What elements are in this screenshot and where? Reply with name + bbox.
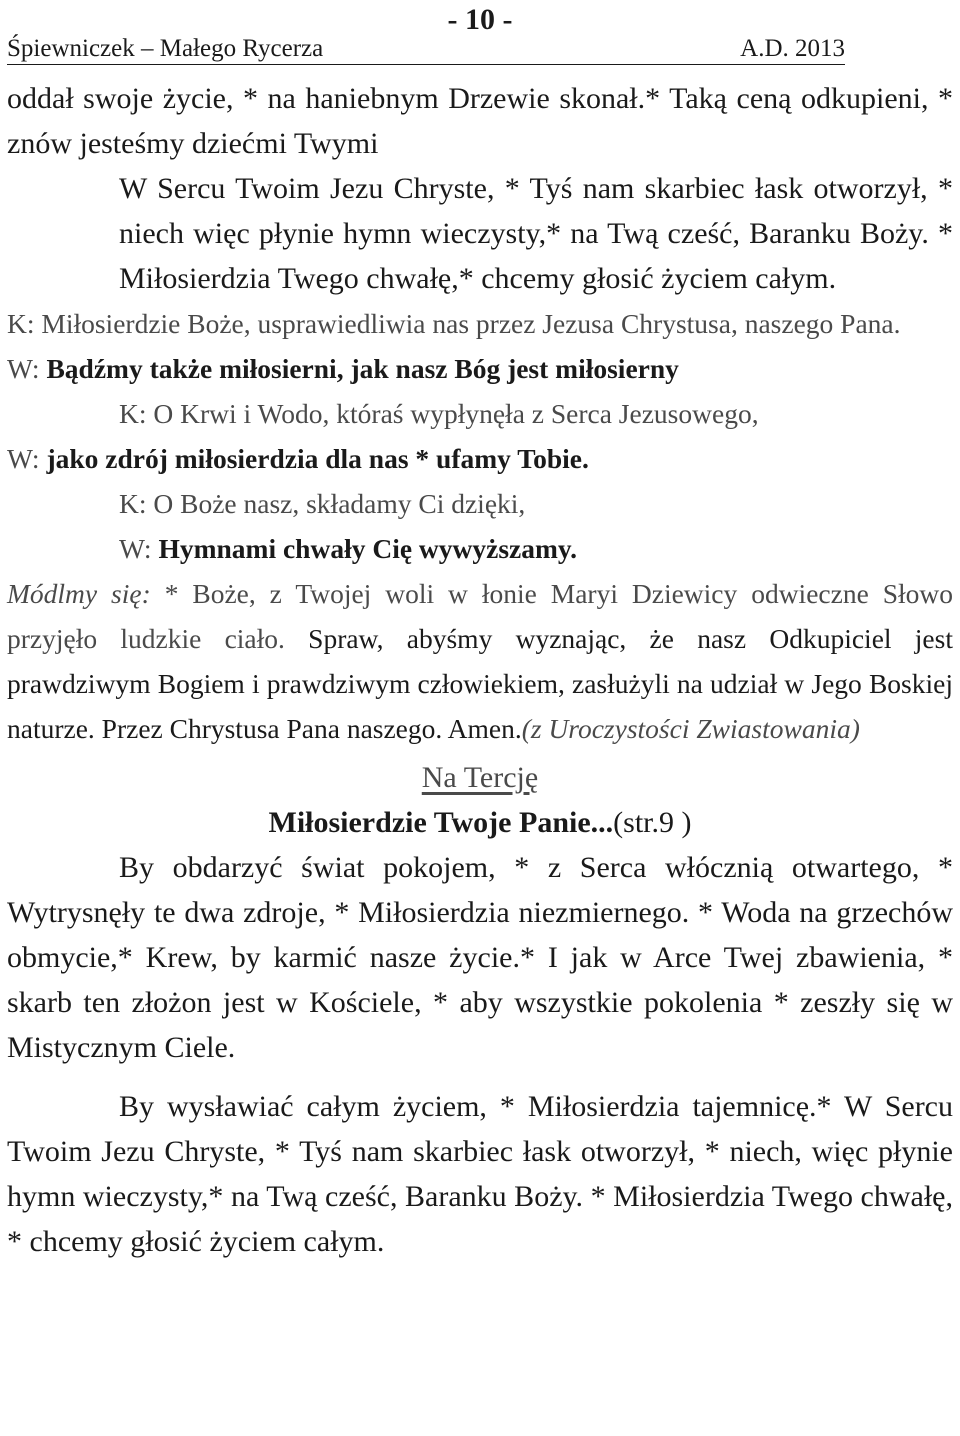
hymn-refrain-text: W Sercu Twoim Jezu Chryste, * Tyś nam skarbiec łask otworzył, * niech więc płynie hymn wieczysty,* na Twą cześć, Baranku Boży. * Miłosierdzia Twego chwałę,* chcemy głosić życiem całym.: [119, 172, 953, 295]
hymn-stanza-2: By wysławiać całym życiem, * Miłosierdzia tajemnicę.* W Sercu Twoim Jezu Chryste, * Tyś nam skarbiec łask otworzył, * niech, więc płynie hymn wieczysty,* na Twą cześć, Baranku Boży. * Miłosierdzia Twego chwałę, * chcemy głosić życiem całym.: [7, 1090, 953, 1258]
hymn-page-ref: (str.9 ): [613, 806, 692, 839]
paragraph-continuation: oddał swoje życie, * na haniebnym Drzewie skonał.* Taką ceną odkupieni, * znów jesteśmy dziećmi Twymi: [7, 82, 953, 160]
page-number: - 10 -: [447, 3, 513, 36]
prayer: [7, 571, 953, 751]
response-w2-text: jako zdrój miłosierdzia dla nas * ufamy Tobie.: [46, 443, 589, 474]
response-w1: [7, 346, 953, 391]
response-k2: K: O Krwi i Wodo, któraś wypłynęła z Serca Jezusowego,: [119, 398, 759, 429]
hymn-heading: [7, 800, 953, 845]
response-w2-prefix: W:: [7, 443, 40, 474]
response-w3: [7, 526, 953, 571]
header-title: Śpiewniczek – Małego Rycerza: [7, 35, 324, 62]
prayer-label: Módlmy się:: [7, 578, 151, 609]
header-date: A.D. 2013: [740, 35, 845, 62]
section-title: Na Tercję: [421, 761, 539, 794]
hymn-refrain: [7, 166, 953, 301]
page-content: [7, 76, 953, 1264]
response-k1: K: Miłosierdzie Boże, usprawiedliwia nas przez Jezusa Chrystusa, naszego Pana.: [7, 308, 901, 339]
prayer-source: (z Uroczystości Zwiastowania): [521, 713, 860, 744]
hymn-stanza-1: By obdarzyć świat pokojem, * z Serca włócznią otwartego, * Wytrysnęły te dwa zdroje, * Miłosierdzia niezmiernego. * Woda na grzechów obmycie,* Krew, by karmić nasze życie.* I jak w Arce Twej zbawienia, * skarb ten złożon jest w Kościele, * aby wszystkie pokolenia * zeszły się w Mistycznym Ciele.: [7, 851, 953, 1064]
response-w2: [7, 436, 953, 481]
prayer-text-1: * Boże, z Twojej woli w łonie Maryi Dziewicy odwieczne Słowo przyjęło ludzkie ciało.: [7, 578, 953, 654]
response-k3: K: O Boże nasz, składamy Ci dzięki,: [119, 488, 526, 519]
response-w3-prefix: W:: [119, 533, 152, 564]
hymn-title: Miłosierdzie Twoje Panie...: [268, 806, 614, 839]
response-w1-text: Bądźmy także miłosierni, jak nasz Bóg jest miłosierny: [46, 353, 679, 384]
running-header: [7, 34, 845, 65]
response-w3-text: Hymnami chwały Cię wywyższamy.: [158, 533, 578, 564]
prayer-text-2: Spraw, abyśmy wyznając, że nasz Odkupiciel jest prawdziwym Bogiem i prawdziwym człowiekiem, zasłużyli na udział w Jego Boskiej naturze. Przez Chrystusa Pana naszego. Amen.: [7, 623, 953, 744]
response-w1-prefix: W:: [7, 353, 40, 384]
